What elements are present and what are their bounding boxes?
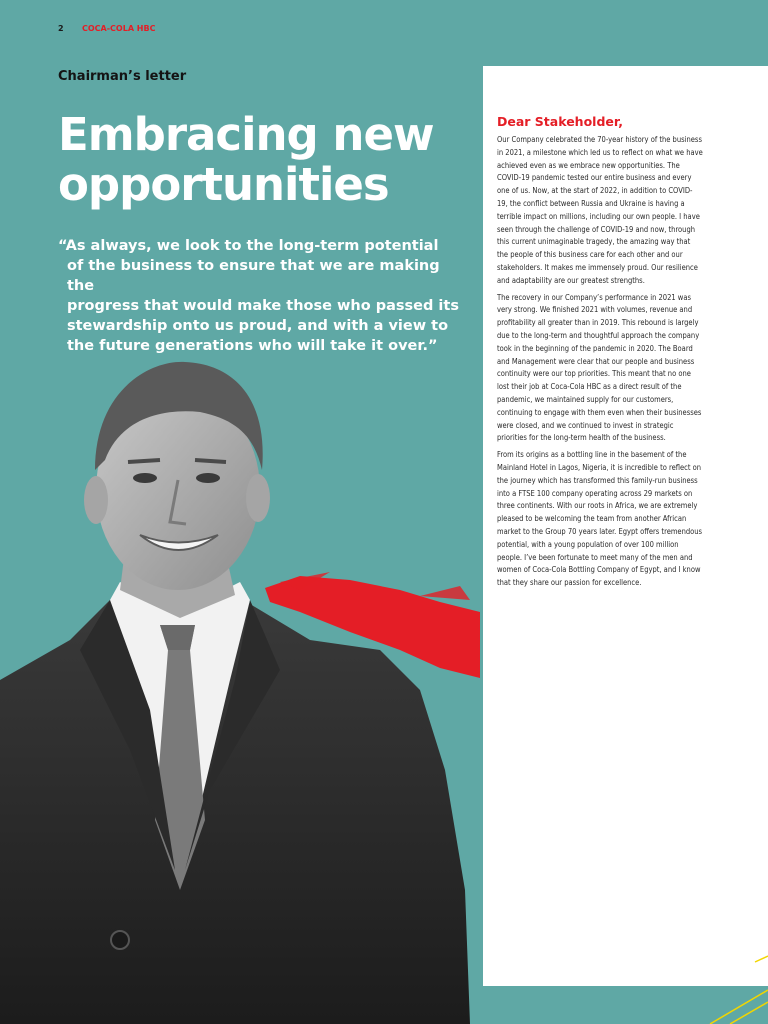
chairman-portrait [0, 350, 480, 1024]
page-number: 2 [58, 24, 64, 33]
pull-quote [58, 236, 468, 356]
letter-greeting: Dear Stakeholder, [497, 114, 623, 129]
quote-line: of the business to ensure that we are making the [67, 258, 440, 294]
page-title [58, 110, 478, 210]
letter-body [497, 134, 703, 594]
decorative-lines [700, 950, 768, 1024]
section-label: Chairman’s letter [58, 69, 187, 84]
title-line-2: opportunities [58, 158, 389, 211]
letter-paragraph: The recovery in our Company’s performance in 2021 was very strong. We finished 2021 with volumes, revenue and profitability all greater than in 2019. This rebound is largely due to the long-term and thoughtful approach the company took in the beginning of the pandemic in 2020. The Board and Management were clear that our people and business continuity were our top priorities. This meant that no one lost their job at Coca-Cola HBC as a direct result of the pandemic, we maintained supply for our customers, continuing to engage with them even when their businesses were closed, and we continued to invest in strategic priorities for the long-term health of the business. [497, 292, 702, 443]
quote-line: the future generations who will take it over.” [67, 338, 438, 354]
letter-paragraph: From its origins as a bottling line in the basement of the Mainland Hotel in Lagos, Nigeria, it is incredible to reflect on the journey which has transformed this family-run business into a FTSE 100 company operating across 29 markets on three continents. With our roots in Africa, we are extremely pleased to be welcoming the team from another African market to the Group 70 years later. Egypt offers tremendous potential, with a young population of over 100 million people. I’ve been fortunate to meet many of the men and women of Coca-Cola Bottling Company of Egypt, and I know that they share our passion for excellence. [497, 450, 703, 588]
brand-name: COCA-COLA HBC [82, 24, 156, 33]
title-line-1: Embracing new [58, 108, 434, 161]
letter-paragraph: Our Company celebrated the 70-year history of the business in 2021, a milestone which led us to reflect on what we have achieved even as we embrace new opportunities. The COVID-19 pandemic tested our entire business and every one of us. Now, at the start of 2022, in addition to COVID-19, the conflict between Russia and Ukraine is having a terrible impact on millions, including our own people. I have seen through the challenge of COVID-19 and now, through this current unimaginable tragedy, the amazing way that the people of this business care for each other and our stakeholders. It makes me immensely proud. Our resilience and adaptability are our greatest strengths. [497, 135, 703, 285]
quote-line: “As always, we look to the long-term potential [58, 238, 439, 254]
quote-line: stewardship onto us proud, and with a view to [67, 318, 449, 334]
quote-line: progress that would make those who passed its [67, 298, 459, 314]
